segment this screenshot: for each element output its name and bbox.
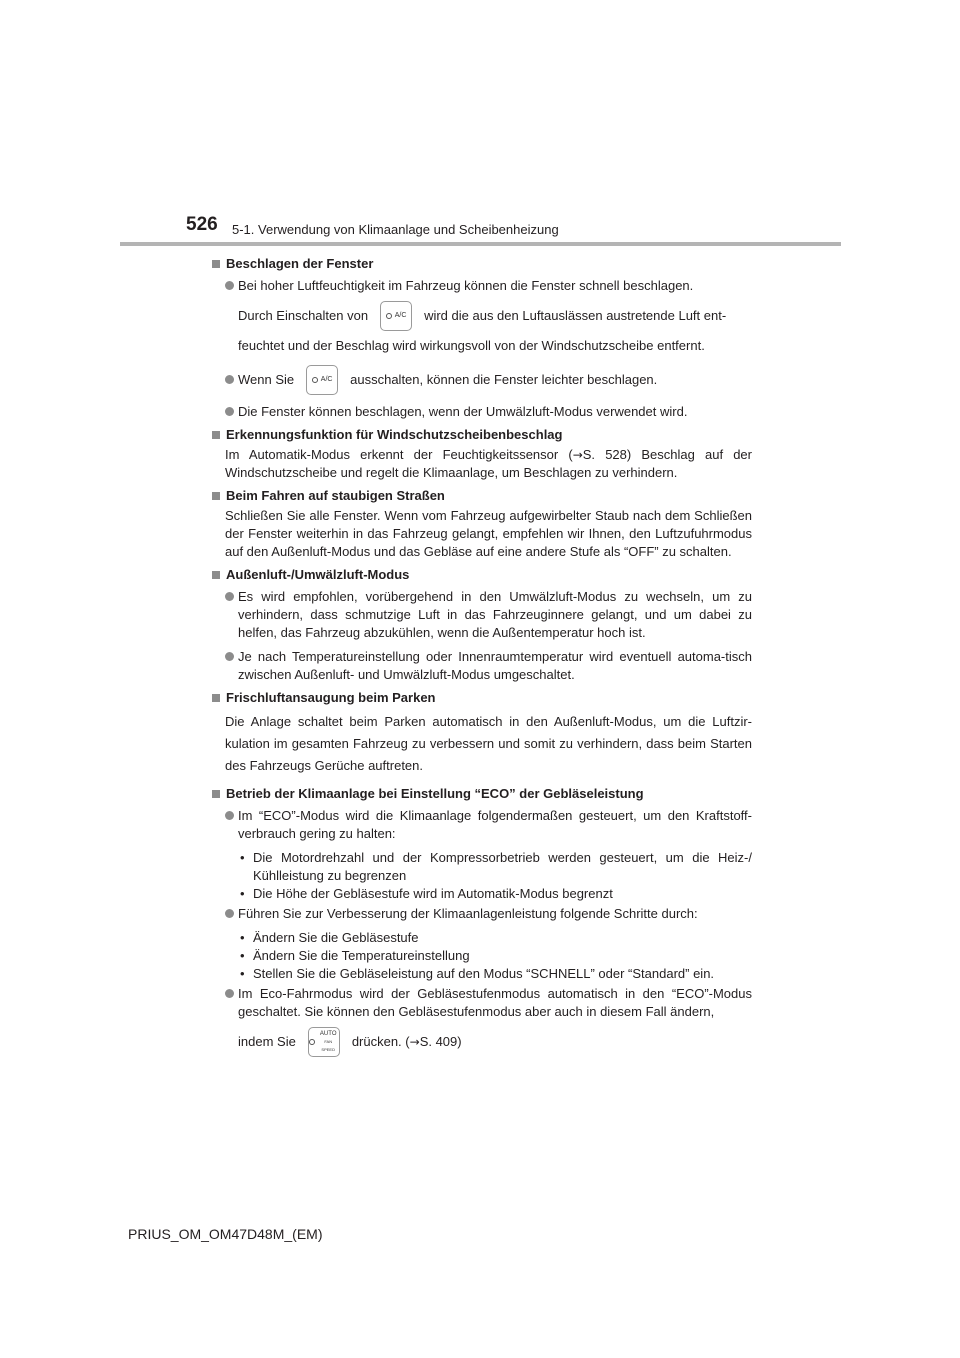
square-bullet-icon [212,571,220,579]
document-code: PRIUS_OM_OM47D48M_(EM) [128,1226,323,1242]
bullet-text: Bei hoher Luftfeuchtigkeit im Fahrzeug können die Fenster schnell beschlagen. [238,278,694,293]
heading-aussenluft [212,566,752,584]
round-bullet-icon [225,407,234,416]
auto-button-label [318,1031,339,1054]
inline-button-line [238,301,752,331]
round-bullet-icon [225,909,234,918]
sub-list-text: Ändern Sie die Gebläsestufe [253,930,419,945]
heading-text: Beim Fahren auf staubigen Straßen [226,488,445,503]
list-item [212,905,752,923]
dot-marker: • [240,850,245,865]
list-item [212,365,752,395]
heading-text: Frischluftansaugung beim Parken [226,690,436,705]
indicator-led-icon [312,377,318,383]
bullet-text: Die Fenster können beschlagen, wenn der Umwälzluft-Modus verwendet wird. [238,404,688,419]
list-item [212,588,752,642]
page-header [0,0,960,250]
round-bullet-icon [225,281,234,290]
dot-marker: • [240,948,245,963]
list-item [212,648,752,684]
round-bullet-icon [225,592,234,601]
ac-button-icon [380,301,412,331]
sub-list-item [212,947,752,965]
bullet-text: drücken. ( [351,1034,410,1049]
sub-list-item [212,929,752,947]
indicator-led-icon [309,1039,315,1045]
page-number: 526 [186,214,218,235]
dot-marker: • [240,886,245,901]
ac-button-label: A/C [394,312,407,319]
auto-fan-speed-button-icon [308,1027,340,1057]
paragraph [212,446,752,482]
section-title: 5-1. Verwendung von Klimaanlage und Scheibenheizung [232,222,559,237]
bullet-text: Wenn Sie [238,372,295,387]
heading-text: Erkennungsfunktion für Windschutzscheibenbeschlag [226,427,563,442]
sub-list-item [212,885,752,903]
square-bullet-icon [212,260,220,268]
heading-text: Beschlagen der Fenster [226,256,374,271]
square-bullet-icon [212,694,220,702]
sub-list-text: Die Höhe der Gebläsestufe wird im Automatik-Modus begrenzt [253,886,613,901]
dot-marker: • [240,966,245,981]
sub-list-text: Ändern Sie die Temperatureinstellung [253,948,470,963]
paragraph-text: Im Automatik-Modus erkennt der Feuchtigkeitssensor ( [225,447,573,462]
list-item [212,985,752,1057]
sub-list-item [212,965,752,983]
bullet-text: ausschalten, können die Fenster leichter beschlagen. [350,372,658,387]
bullet-text: S. 409) [419,1034,462,1049]
bullet-text: Im Eco-Fahrmodus wird der Gebläsestufenmodus automatisch in den “ECO”-Modus geschaltet. Sie können den Gebläsestufenmodus aber auch in diesem Fall ändern, [238,986,752,1019]
auto-label: AUTO [319,1030,337,1037]
heading-text: Außenluft-/Umwälzluft-Modus [226,567,410,582]
round-bullet-icon [225,375,234,384]
ac-button-icon [306,365,338,395]
arrow-right-icon: → [409,1035,420,1049]
bullet-text: indem Sie [238,1034,296,1049]
bullet-text: Es wird empfohlen, vorübergehend in den Umwälzluft-Modus zu wechseln, um zu verhindern, dass schmutzige Luft in das Fahrzeuginnere gelangt, und um dabei zu helfen, das Fahrzeug abzukühlen, wenn die Außentemperatur hoch ist. [238,589,752,640]
indicator-led-icon [386,313,392,319]
heading-text: Betrieb der Klimaanlage bei Einstellung “ECO” der Gebläseleistung [226,786,644,801]
bullet-text: Führen Sie zur Verbesserung der Klimaanlagenleistung folgende Schritte durch: [238,906,698,921]
round-bullet-icon [225,811,234,820]
fan-speed-label: FAN SPEED [321,1038,335,1052]
sub-list-text: Die Motordrehzahl und der Kompressorbetrieb werden gesteuert, um die Heiz-/ Kühlleistung zu begrenzen [253,850,752,883]
bullet-text: feuchtet und der Beschlag wird wirkungsvoll von der Windschutzscheibe entfernt. [238,338,705,353]
header-divider [120,242,841,246]
bullet-text: Je nach Temperatureinstellung oder Innenraumtemperatur wird eventuell automa-tisch zwischen Außenluft- und Umwälzluft-Modus umgeschaltet. [238,649,752,682]
square-bullet-icon [212,492,220,500]
square-bullet-icon [212,431,220,439]
bullet-text: Durch Einschalten von [238,308,369,323]
paragraph: Die Anlage schaltet beim Parken automatisch in den Außenluft-Modus, um die Luftzir-kulation im gesamten Fahrzeug zu verbessern und somit zu verhindern, dass beim Starten des Fahrzeugs Gerüche auftreten. [225,714,752,773]
inline-button-line [238,1027,752,1057]
round-bullet-icon [225,989,234,998]
paragraph: Schließen Sie alle Fenster. Wenn vom Fahrzeug aufgewirbelter Staub nach dem Schließen der Fenster weiterhin in das Fahrzeug gelangt, empfehlen wir Ihnen, den Luftzufuhrmodus auf den Außenluft-Modus und das Gebläse auf eine andere Stufe als “OFF” zu schalten. [225,508,752,559]
sub-list-text: Stellen Sie die Gebläseleistung auf den Modus “SCHNELL” oder “Standard” ein. [253,966,715,981]
arrow-right-icon: → [572,448,583,462]
inline-button-line [238,365,752,395]
round-bullet-icon [225,652,234,661]
dot-marker: • [240,930,245,945]
page-content [212,252,752,1057]
heading-frischluft [212,689,752,707]
paragraph-text: S. 528) Beschlag auf der Windschutzscheibe und regelt die Klimaanlage, um Beschlagen zu verhindern. [225,447,752,480]
bullet-text: wird die aus den Luftauslässen austretende Luft ent- [424,308,727,323]
list-item [212,807,752,843]
list-item [212,277,752,355]
sub-list-item [212,849,752,885]
heading-eco [212,785,752,803]
heading-erkennungsfunktion [212,426,752,444]
bullet-text: Im “ECO”-Modus wird die Klimaanlage folgendermaßen gesteuert, um den Kraftstoff-verbrauch gering zu halten: [238,808,752,841]
heading-beschlagen [212,255,752,273]
ac-button-label: A/C [320,376,333,383]
heading-staubige-strassen [212,487,752,505]
square-bullet-icon [212,790,220,798]
list-item [212,403,752,421]
